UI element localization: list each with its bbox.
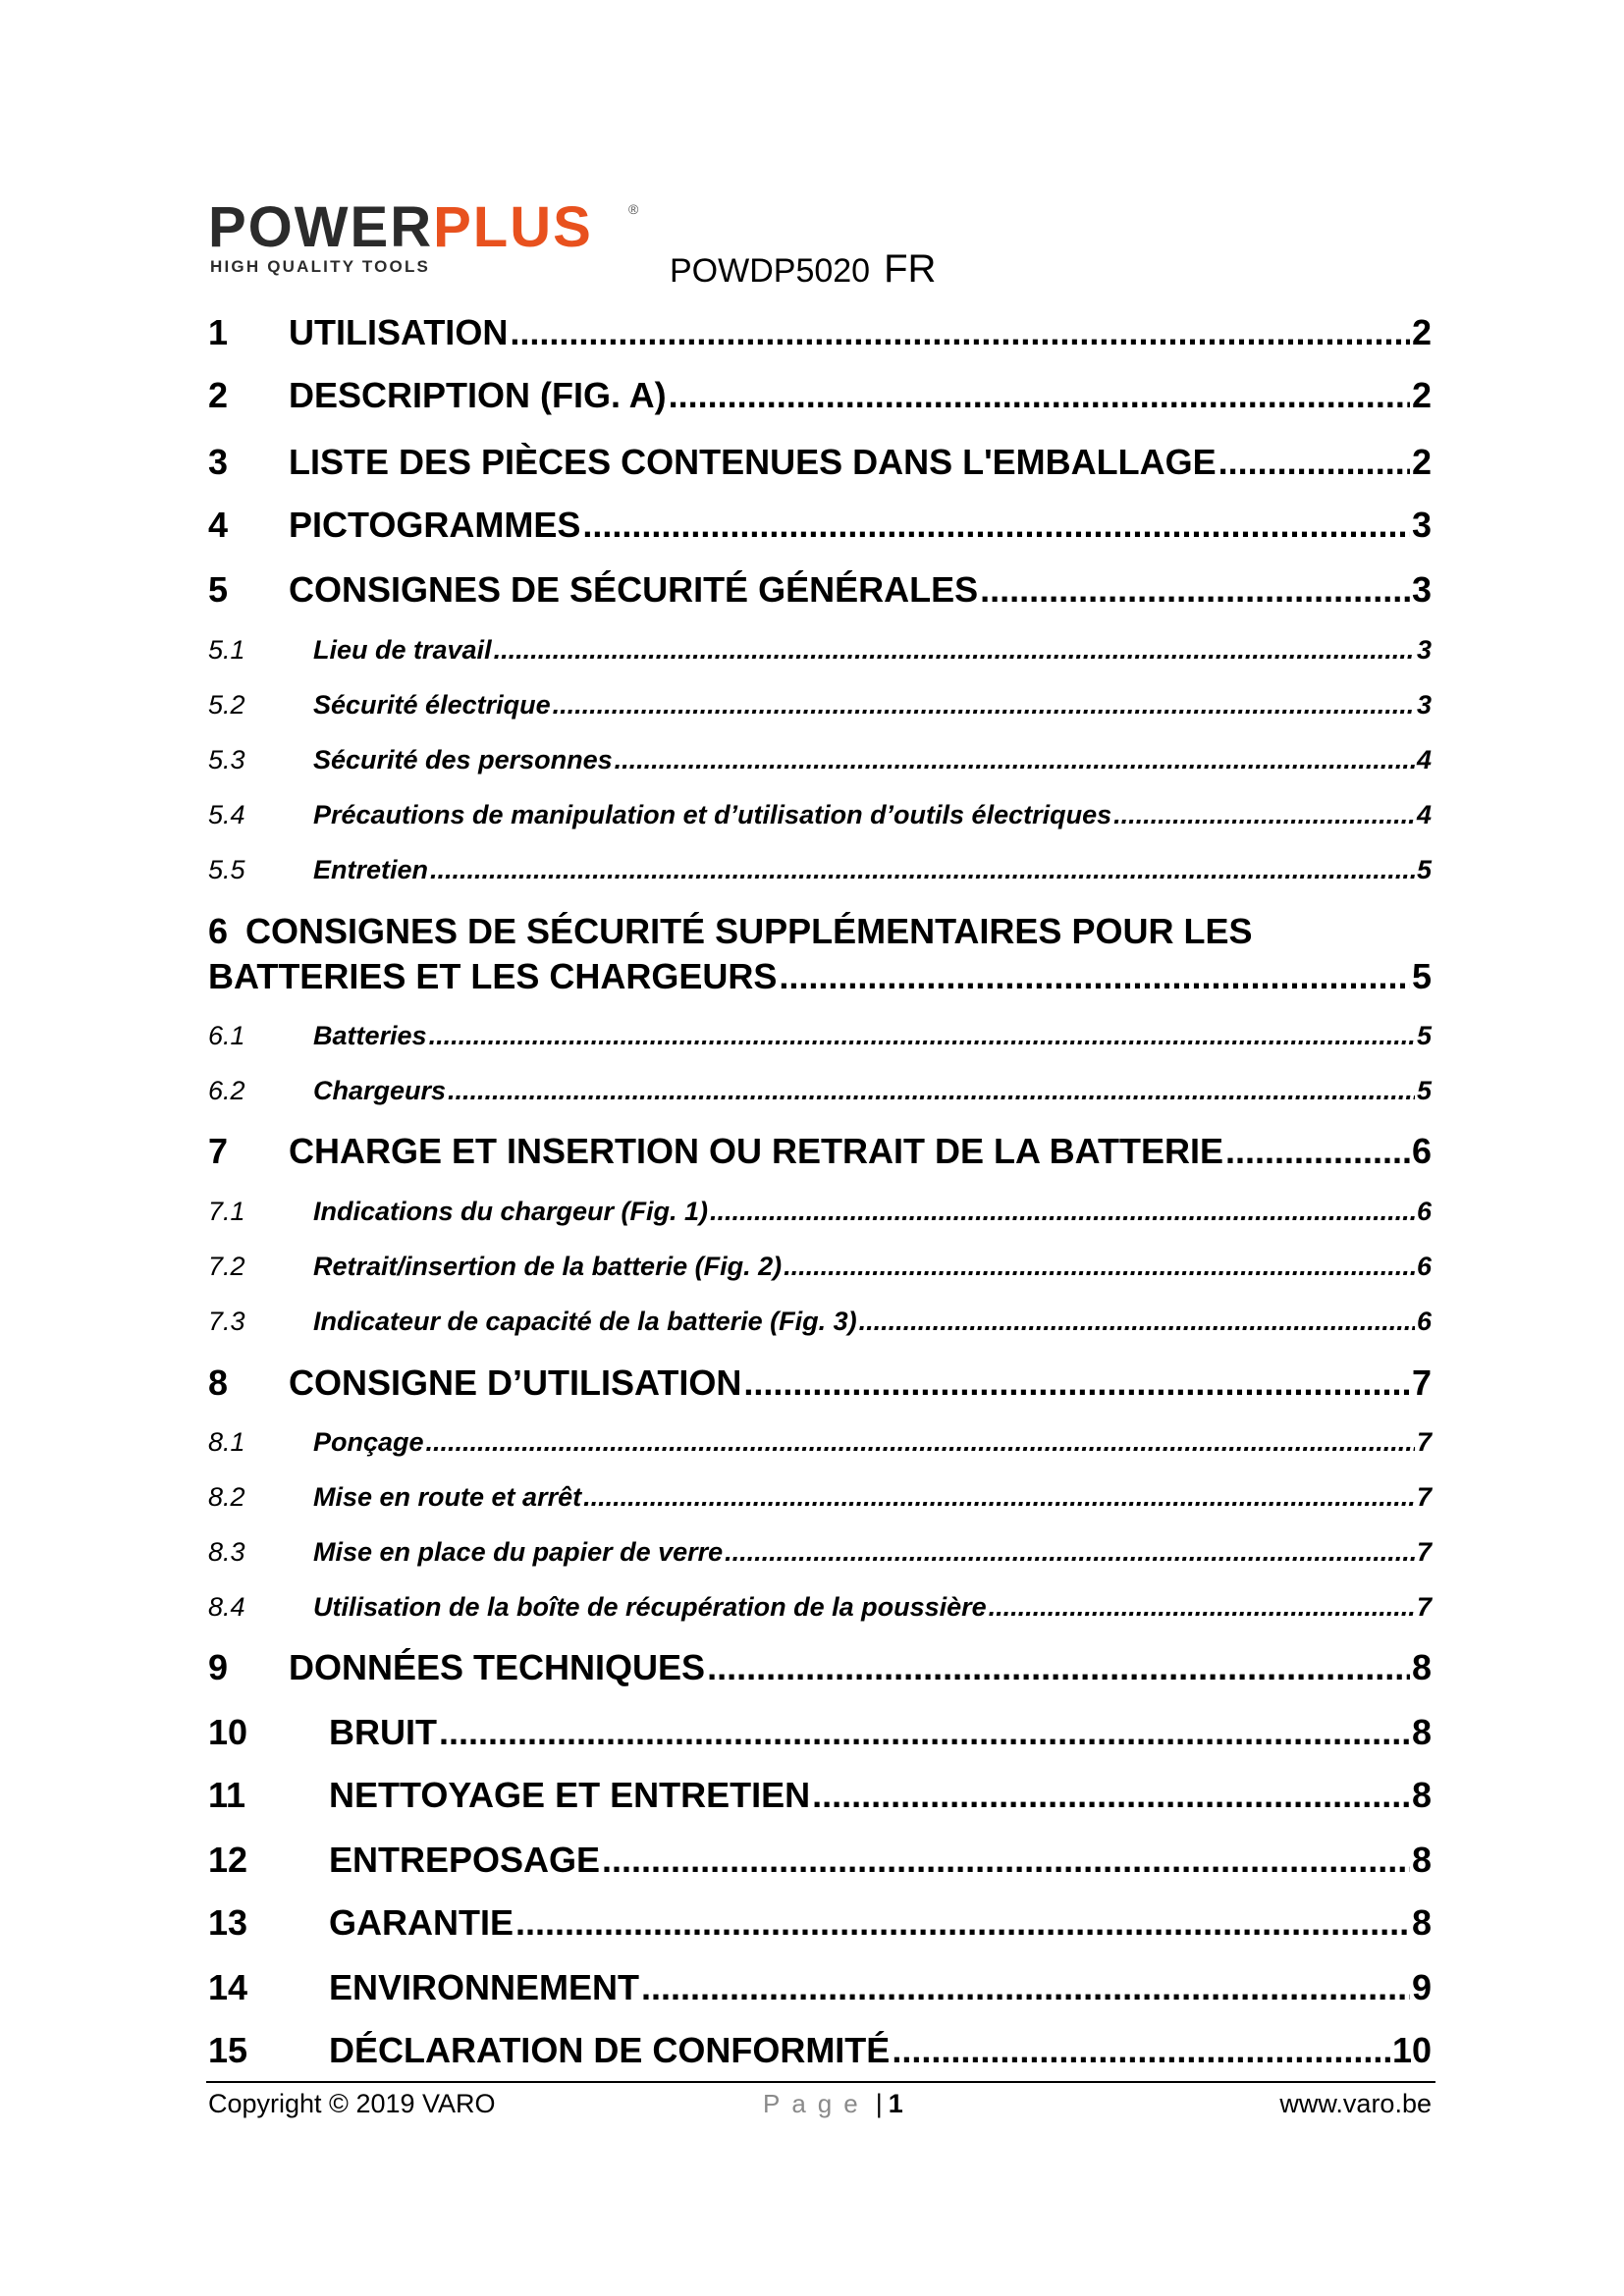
toc-label: UTILISATION xyxy=(289,312,509,352)
toc-number: 5.3 xyxy=(208,745,245,774)
toc-entry-6[interactable] xyxy=(208,911,1432,997)
toc-page: 10 xyxy=(1391,2030,1432,2070)
toc-number: 8.4 xyxy=(208,1592,245,1622)
page-word: Page xyxy=(763,2089,870,2118)
toc-entry-7-3[interactable] xyxy=(208,1307,1432,1337)
toc-label: Indications du chargeur (Fig. 1) xyxy=(313,1197,709,1226)
toc-entry-14[interactable] xyxy=(208,1967,1432,2008)
toc-leader xyxy=(707,1647,1410,1688)
toc-page: 3 xyxy=(1416,635,1432,665)
toc-entry-10[interactable] xyxy=(208,1712,1432,1753)
toc-label: CONSIGNES DE SÉCURITÉ GÉNÉRALES xyxy=(289,569,979,610)
toc-page: 5 xyxy=(1416,1076,1432,1105)
toc-label: Retrait/insertion de la batterie (Fig. 2) xyxy=(313,1252,783,1281)
toc-number: 9 xyxy=(208,1647,229,1687)
toc-page: 3 xyxy=(1411,505,1432,545)
toc-page: 8 xyxy=(1411,1775,1432,1815)
toc-entry-8-4[interactable] xyxy=(208,1592,1432,1623)
toc-page: 2 xyxy=(1411,375,1432,415)
toc-page: 7 xyxy=(1416,1427,1432,1457)
toc-leader xyxy=(743,1362,1410,1404)
toc-leader xyxy=(583,1482,1415,1513)
toc-entry-6-2[interactable] xyxy=(208,1076,1432,1106)
toc-leader xyxy=(582,505,1410,546)
toc-label: Mise en place du papier de verre xyxy=(313,1537,724,1567)
toc-leader xyxy=(515,1902,1410,1944)
toc-entry-2[interactable] xyxy=(208,375,1432,416)
toc-page: 8 xyxy=(1411,1840,1432,1880)
toc-leader xyxy=(710,1197,1415,1227)
toc-leader xyxy=(1218,442,1410,483)
toc-entry-3[interactable] xyxy=(208,442,1432,483)
toc-number: 12 xyxy=(208,1840,248,1880)
toc-number: 8.2 xyxy=(208,1482,245,1512)
toc-page: 9 xyxy=(1411,1967,1432,2007)
toc-label: CHARGE ET INSERTION OU RETRAIT DE LA BATTERIE xyxy=(289,1131,1224,1171)
toc-entry-1[interactable] xyxy=(208,312,1432,353)
toc-leader xyxy=(812,1775,1410,1816)
toc-number: 6.1 xyxy=(208,1021,245,1050)
toc-leader xyxy=(784,1252,1415,1282)
toc-number: 8.3 xyxy=(208,1537,245,1567)
toc-number: 5.4 xyxy=(208,800,245,829)
toc-number: 5.5 xyxy=(208,855,245,884)
toc-page: 6 xyxy=(1416,1197,1432,1226)
toc-page: 8 xyxy=(1411,1647,1432,1687)
toc-number: 13 xyxy=(208,1902,248,1943)
toc-number: 5 xyxy=(208,569,229,610)
toc-label: Sécurité des personnes xyxy=(313,745,613,774)
toc-number: 10 xyxy=(208,1712,248,1752)
toc-number: 11 xyxy=(208,1775,246,1815)
toc-leader xyxy=(439,1712,1410,1753)
toc-number: 5.2 xyxy=(208,690,245,720)
toc-leader xyxy=(510,312,1410,353)
toc-label: Précautions de manipulation et d’utilisation d’outils électriques xyxy=(313,800,1112,829)
toc-entry-8-1[interactable] xyxy=(208,1427,1432,1458)
toc-entry-11[interactable] xyxy=(208,1775,1432,1816)
toc-label-line-2 xyxy=(208,956,1432,997)
toc-number: 7.3 xyxy=(208,1307,245,1336)
toc-label: DÉCLARATION DE CONFORMITÉ xyxy=(329,2030,891,2070)
toc-number: 6 xyxy=(208,911,229,951)
toc-leader xyxy=(553,690,1415,721)
logo-word-power: POWER xyxy=(208,195,434,259)
toc-entry-12[interactable] xyxy=(208,1840,1432,1881)
toc-page: 6 xyxy=(1416,1307,1432,1336)
logo-tagline: HIGH QUALITY TOOLS xyxy=(210,257,431,276)
powerplus-logo xyxy=(208,196,650,285)
toc-leader xyxy=(725,1537,1415,1568)
toc-label: DONNÉES TECHNIQUES xyxy=(289,1647,706,1687)
page-footer xyxy=(208,2089,1432,2128)
footer-divider xyxy=(206,2081,1435,2083)
toc-entry-4[interactable] xyxy=(208,505,1432,546)
toc-label-line-1 xyxy=(208,911,1432,952)
toc-label-continued: BATTERIES ET LES CHARGEURS xyxy=(208,956,778,996)
toc-entry-7-2[interactable] xyxy=(208,1252,1432,1282)
toc-number: 15 xyxy=(208,2030,248,2070)
toc-page: 6 xyxy=(1411,1131,1432,1171)
toc-entry-8-2[interactable] xyxy=(208,1482,1432,1513)
toc-number: 6.2 xyxy=(208,1076,245,1105)
toc-number: 7.1 xyxy=(208,1197,245,1226)
toc-label: Mise en route et arrêt xyxy=(313,1482,582,1512)
toc-label: LISTE DES PIÈCES CONTENUES DANS L'EMBALLAGE xyxy=(289,442,1217,482)
toc-leader xyxy=(980,569,1410,611)
toc-entry-7-1[interactable] xyxy=(208,1197,1432,1227)
toc-label: NETTOYAGE ET ENTRETIEN xyxy=(329,1775,811,1815)
toc-label: Lieu de travail xyxy=(313,635,492,665)
toc-number: 14 xyxy=(208,1967,248,2007)
toc-leader xyxy=(892,2030,1390,2071)
toc-leader xyxy=(448,1076,1415,1106)
toc-entry-5-1[interactable] xyxy=(208,635,1432,666)
toc-label: Chargeurs xyxy=(313,1076,447,1105)
toc-entry-5-4[interactable] xyxy=(208,800,1432,830)
toc-leader xyxy=(641,1967,1410,2008)
toc-leader xyxy=(989,1592,1415,1623)
toc-number: 5.1 xyxy=(208,635,245,665)
toc-page: 8 xyxy=(1411,1902,1432,1943)
toc-number: 8.1 xyxy=(208,1427,245,1457)
toc-page: 3 xyxy=(1411,569,1432,610)
toc-label: CONSIGNE D’UTILISATION xyxy=(289,1362,742,1403)
toc-page: 2 xyxy=(1411,442,1432,482)
toc-page: 7 xyxy=(1416,1482,1432,1512)
toc-entry-9[interactable] xyxy=(208,1647,1432,1688)
toc-page: 6 xyxy=(1416,1252,1432,1281)
toc-leader xyxy=(669,375,1410,416)
toc-page: 8 xyxy=(1411,1712,1432,1752)
toc-leader xyxy=(779,956,1410,997)
toc-label: Entretien xyxy=(313,855,429,884)
toc-entry-6-1[interactable] xyxy=(208,1021,1432,1051)
toc-label: DESCRIPTION (FIG. A) xyxy=(289,375,667,415)
toc-leader xyxy=(1225,1131,1410,1172)
toc-number: 1 xyxy=(208,312,229,352)
toc-entry-5-3[interactable] xyxy=(208,745,1432,775)
toc-entry-5-2[interactable] xyxy=(208,690,1432,721)
toc-leader xyxy=(1113,800,1415,830)
toc-page: 3 xyxy=(1416,690,1432,720)
toc-leader xyxy=(859,1307,1415,1337)
toc-page: 4 xyxy=(1416,800,1432,829)
toc-number: 7.2 xyxy=(208,1252,245,1281)
toc-page: 7 xyxy=(1411,1362,1432,1403)
toc-entry-7[interactable] xyxy=(208,1131,1432,1172)
toc-entry-8-3[interactable] xyxy=(208,1537,1432,1568)
language-code: FR xyxy=(884,247,937,291)
toc-page: 7 xyxy=(1416,1592,1432,1622)
toc-label: ENTREPOSAGE xyxy=(329,1840,601,1880)
toc-page: 4 xyxy=(1416,745,1432,774)
toc-page: 5 xyxy=(1416,855,1432,884)
toc-number: 3 xyxy=(208,442,229,482)
toc-leader xyxy=(494,635,1415,666)
toc-leader xyxy=(602,1840,1410,1881)
toc-page: 5 xyxy=(1416,1021,1432,1050)
toc-number: 4 xyxy=(208,505,229,545)
toc-leader xyxy=(429,1021,1415,1051)
logo-wordmark xyxy=(208,196,593,259)
toc-entry-5[interactable] xyxy=(208,569,1432,611)
toc-label: BRUIT xyxy=(329,1712,437,1752)
toc-label: Indicateur de capacité de la batterie (Fig. 3) xyxy=(313,1307,857,1336)
toc-label: PICTOGRAMMES xyxy=(289,505,581,545)
toc-leader xyxy=(615,745,1415,775)
page-separator: | xyxy=(875,2089,883,2118)
registered-mark: ® xyxy=(628,201,639,217)
toc-number: 2 xyxy=(208,375,229,415)
logo-word-plus: PLUS xyxy=(433,195,593,259)
toc-number: 7 xyxy=(208,1131,229,1171)
toc-leader xyxy=(430,855,1415,885)
toc-label: Ponçage xyxy=(313,1427,424,1457)
toc-page: 2 xyxy=(1411,312,1432,352)
toc-label: Sécurité électrique xyxy=(313,690,551,720)
website-link[interactable]: www.varo.be xyxy=(1279,2089,1432,2118)
copyright-text: Copyright © 2019 VARO xyxy=(208,2089,496,2118)
document-title xyxy=(670,247,936,292)
toc-page: 5 xyxy=(1411,956,1432,996)
model-number: POWDP5020 xyxy=(670,252,871,290)
toc-entry-13[interactable] xyxy=(208,1902,1432,1944)
page-indicator xyxy=(763,2089,903,2119)
toc-entry-5-5[interactable] xyxy=(208,855,1432,885)
toc-label: Batteries xyxy=(313,1021,427,1050)
toc-label: Utilisation de la boîte de récupération de la poussière xyxy=(313,1592,987,1622)
toc-label: CONSIGNES DE SÉCURITÉ SUPPLÉMENTAIRES POUR LES xyxy=(245,911,1253,951)
page-number: 1 xyxy=(888,2089,903,2118)
toc-entry-15[interactable] xyxy=(208,2030,1432,2071)
toc-leader xyxy=(426,1427,1415,1458)
toc-page: 7 xyxy=(1416,1537,1432,1567)
toc-label: ENVIRONNEMENT xyxy=(329,1967,640,2007)
toc-entry-8[interactable] xyxy=(208,1362,1432,1404)
toc-number: 8 xyxy=(208,1362,229,1403)
toc-label: GARANTIE xyxy=(329,1902,514,1943)
